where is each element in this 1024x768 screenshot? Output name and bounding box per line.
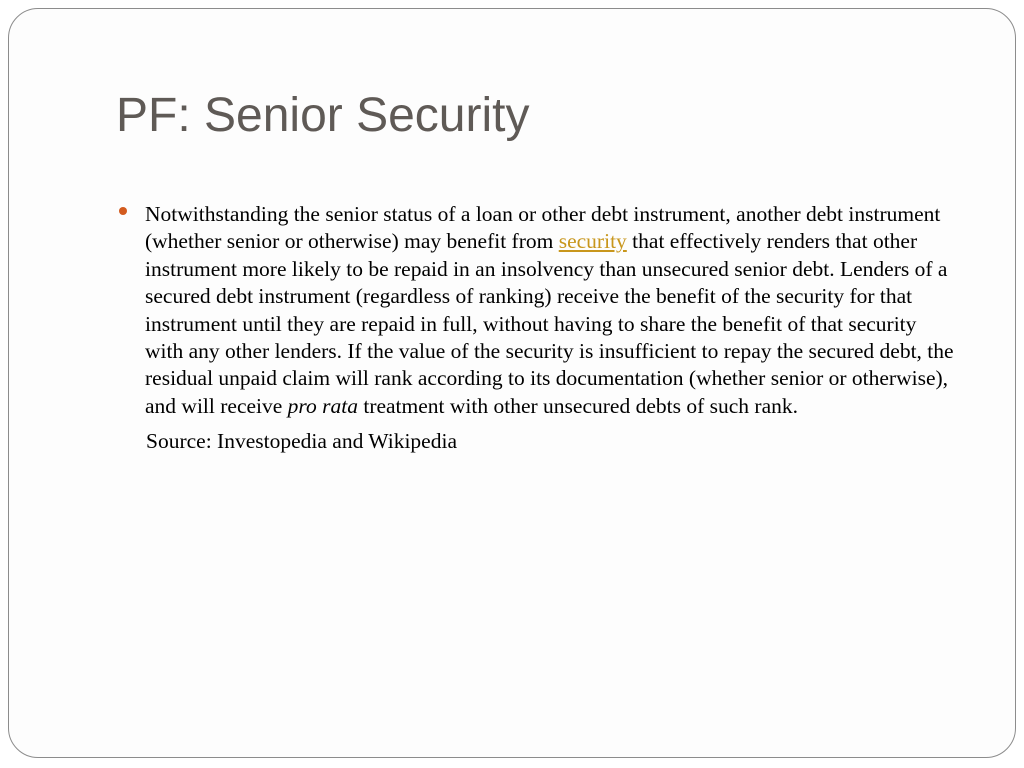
bullet-text-part-3: treatment with other unsecured debts of such rank. bbox=[357, 393, 798, 418]
bullet-text-part-2: that effectively renders that other instrument more likely to be repaid in an insolvency than unsecured senior debt. Lenders of a secured debt instrument (regardless of ranking) receive the benefit of the security for that instrument until they are repaid in full, without having to share the benefit of that security with any other lenders. If the value of the security is insufficient to repay the secured debt, the residual unpaid claim will rank according to its documentation (whether senior or otherwise), and will receive bbox=[145, 229, 954, 418]
slide-title: PF: Senior Security bbox=[116, 89, 530, 142]
pro-rata-italic: pro rata bbox=[287, 393, 358, 418]
slide-content bbox=[145, 201, 957, 456]
slide-frame bbox=[8, 8, 1016, 758]
source-line: Source: Investopedia and Wikipedia bbox=[146, 429, 457, 454]
bullet-text bbox=[145, 201, 957, 420]
bullet-dot-icon bbox=[119, 207, 127, 215]
security-link[interactable]: security bbox=[558, 229, 627, 254]
bullet-text-part-1: Notwithstanding the senior status of a loan or other debt instrument, another debt instrument (whether senior or otherwise) may benefit from bbox=[145, 202, 941, 254]
bullet-item bbox=[145, 201, 957, 420]
